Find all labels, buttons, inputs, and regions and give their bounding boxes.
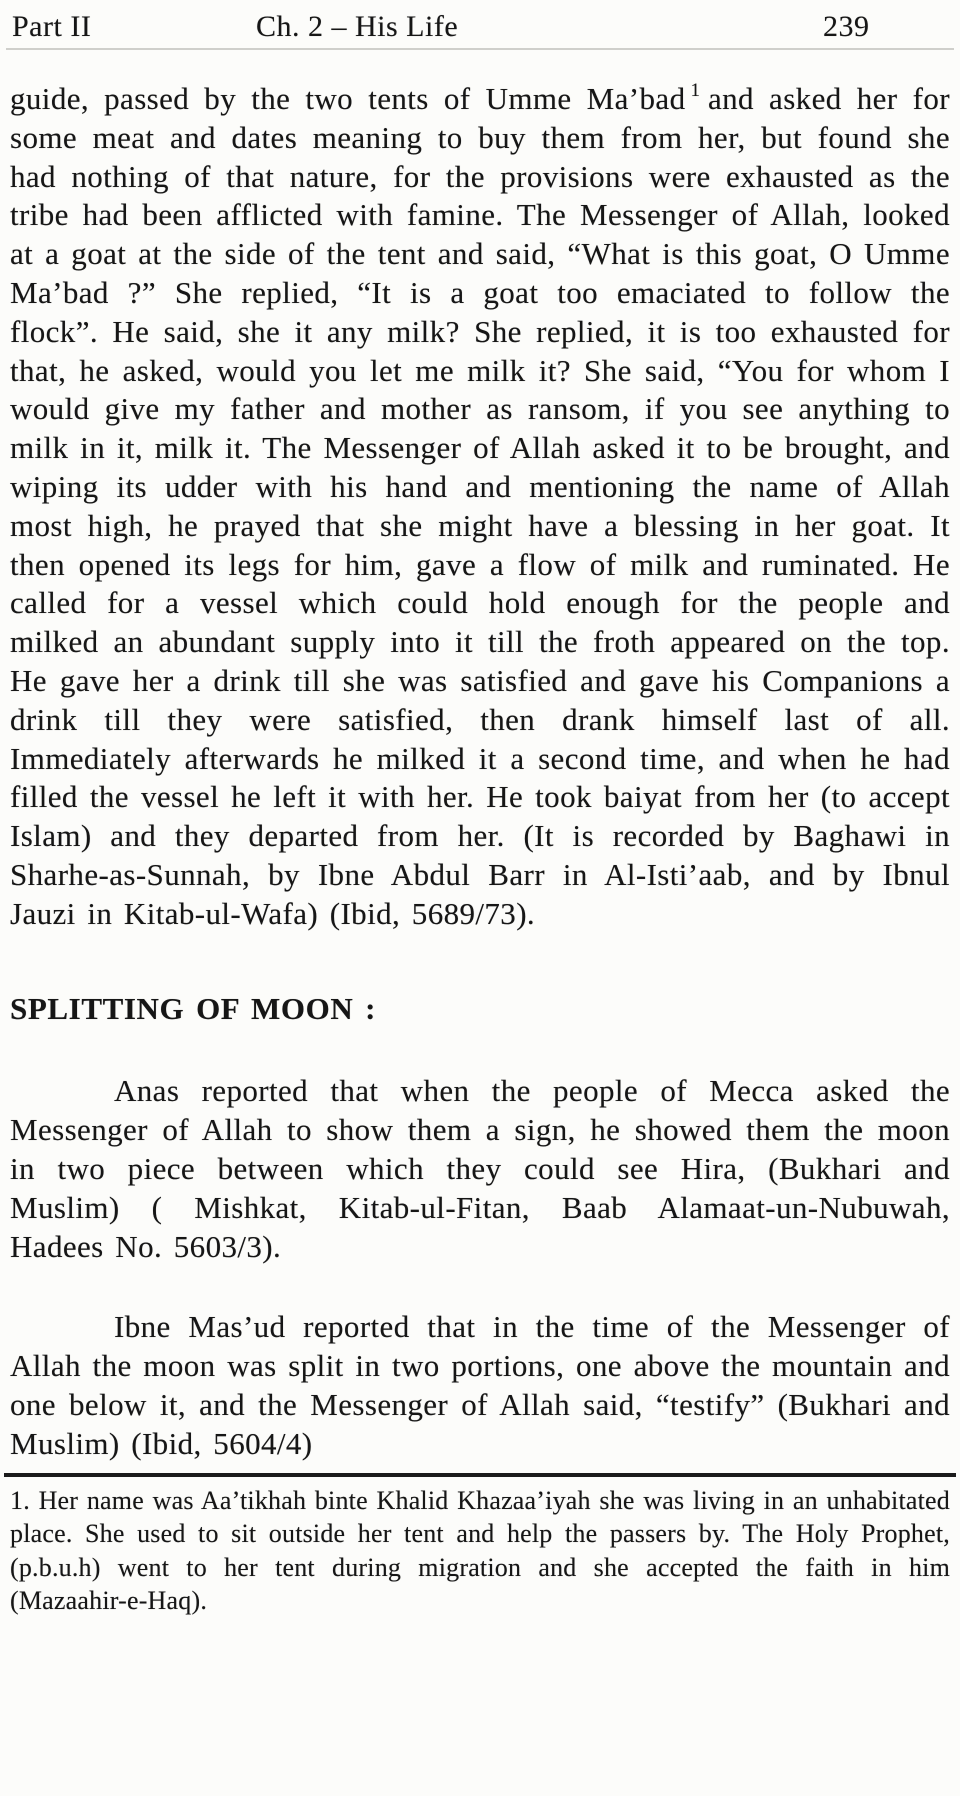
page-body xyxy=(10,80,950,1464)
footnote-text: 1. Her name was Aa’tikhah binte Khalid Khazaa’iyah she was living in an unhabitated place. She used to sit outside her tent and help the passers by. The Holy Prophet, (p.b.u.h) went to her tent during migration and she accepted the faith in him (Mazaahir-e-Haq). xyxy=(10,1485,950,1616)
footnote-reference-1: 1 xyxy=(690,80,700,101)
header-part-label: Part II xyxy=(12,10,92,43)
paragraph-text-after-footnote-ref: and asked her for some meat and dates meaning to buy them from her, but found she had nothing of that nature, for the provisions were exhausted as the tribe had been afflicted with famine. The Messenger of Allah, looked at a goat at the side of the tent and said, “What is this goat, O Umme Ma’bad ?” She replied, “It is a goat too emaciated to follow the flock”. He said, she it any milk? She replied, it is too exhausted for that, he asked, would you let me milk it? She said, “You for whom I would give my father and mother as ransom, if you see anything to milk in it, milk it. The Messenger of Allah asked it to be brought, and wiping its udder with his hand and mentioning the name of Allah most high, he prayed that she might have a blessing in her goat. It then opened its legs for him, gave a flow of milk and ruminated. He called for a vessel which could hold enough for the people and milked an abundant supply into it till the froth appeared on the top. He gave her a drink till she was satisfied and gave his Companions a drink till they were satisfied, then drank himself last of all. Immediately afterwards he milked it a second time, and when he had filled the vessel he left it with her. He took baiyat from her (to accept Islam) and they departed from her. (It is recorded by Baghawi in Sharhe-as-Sunnah, by Ibne Abdul Barr in Al-Isti’aab, and by Ibnul Jauzi in Kitab-ul-Wafa) (Ibid, 5689/73). xyxy=(10,81,950,931)
page-header xyxy=(6,10,954,50)
paragraph-text-before-footnote-ref: guide, passed by the two tents of Umme Ma’bad xyxy=(10,81,686,116)
paragraph-ibne-masud-report: Ibne Mas’ud reported that in the time of the Messenger of Allah the moon was split in two portions, one above the mountain and one below it, and the Messenger of Allah said, “testify” (Bukhari and Muslim) (Ibid, 5604/4) xyxy=(10,1309,950,1461)
section-heading-splitting-of-moon: SPLITTING OF MOON : xyxy=(10,990,377,1026)
paragraph-anas-report: Anas reported that when the people of Mecca asked the Messenger of Allah to show them a sign, he showed them the moon in two piece between which they could see Hira, (Bukhari and Muslim) ( Mishkat, Kitab-ul-Fitan, Baab Alamaat-un-Nubuwah, Hadees No. 5603/3). xyxy=(10,1073,950,1264)
paragraph-umme-mabad xyxy=(10,80,950,934)
footnote-separator-rule xyxy=(4,1473,956,1477)
header-chapter-title: Ch. 2 – His Life xyxy=(256,10,459,43)
page-number: 239 xyxy=(823,10,870,43)
